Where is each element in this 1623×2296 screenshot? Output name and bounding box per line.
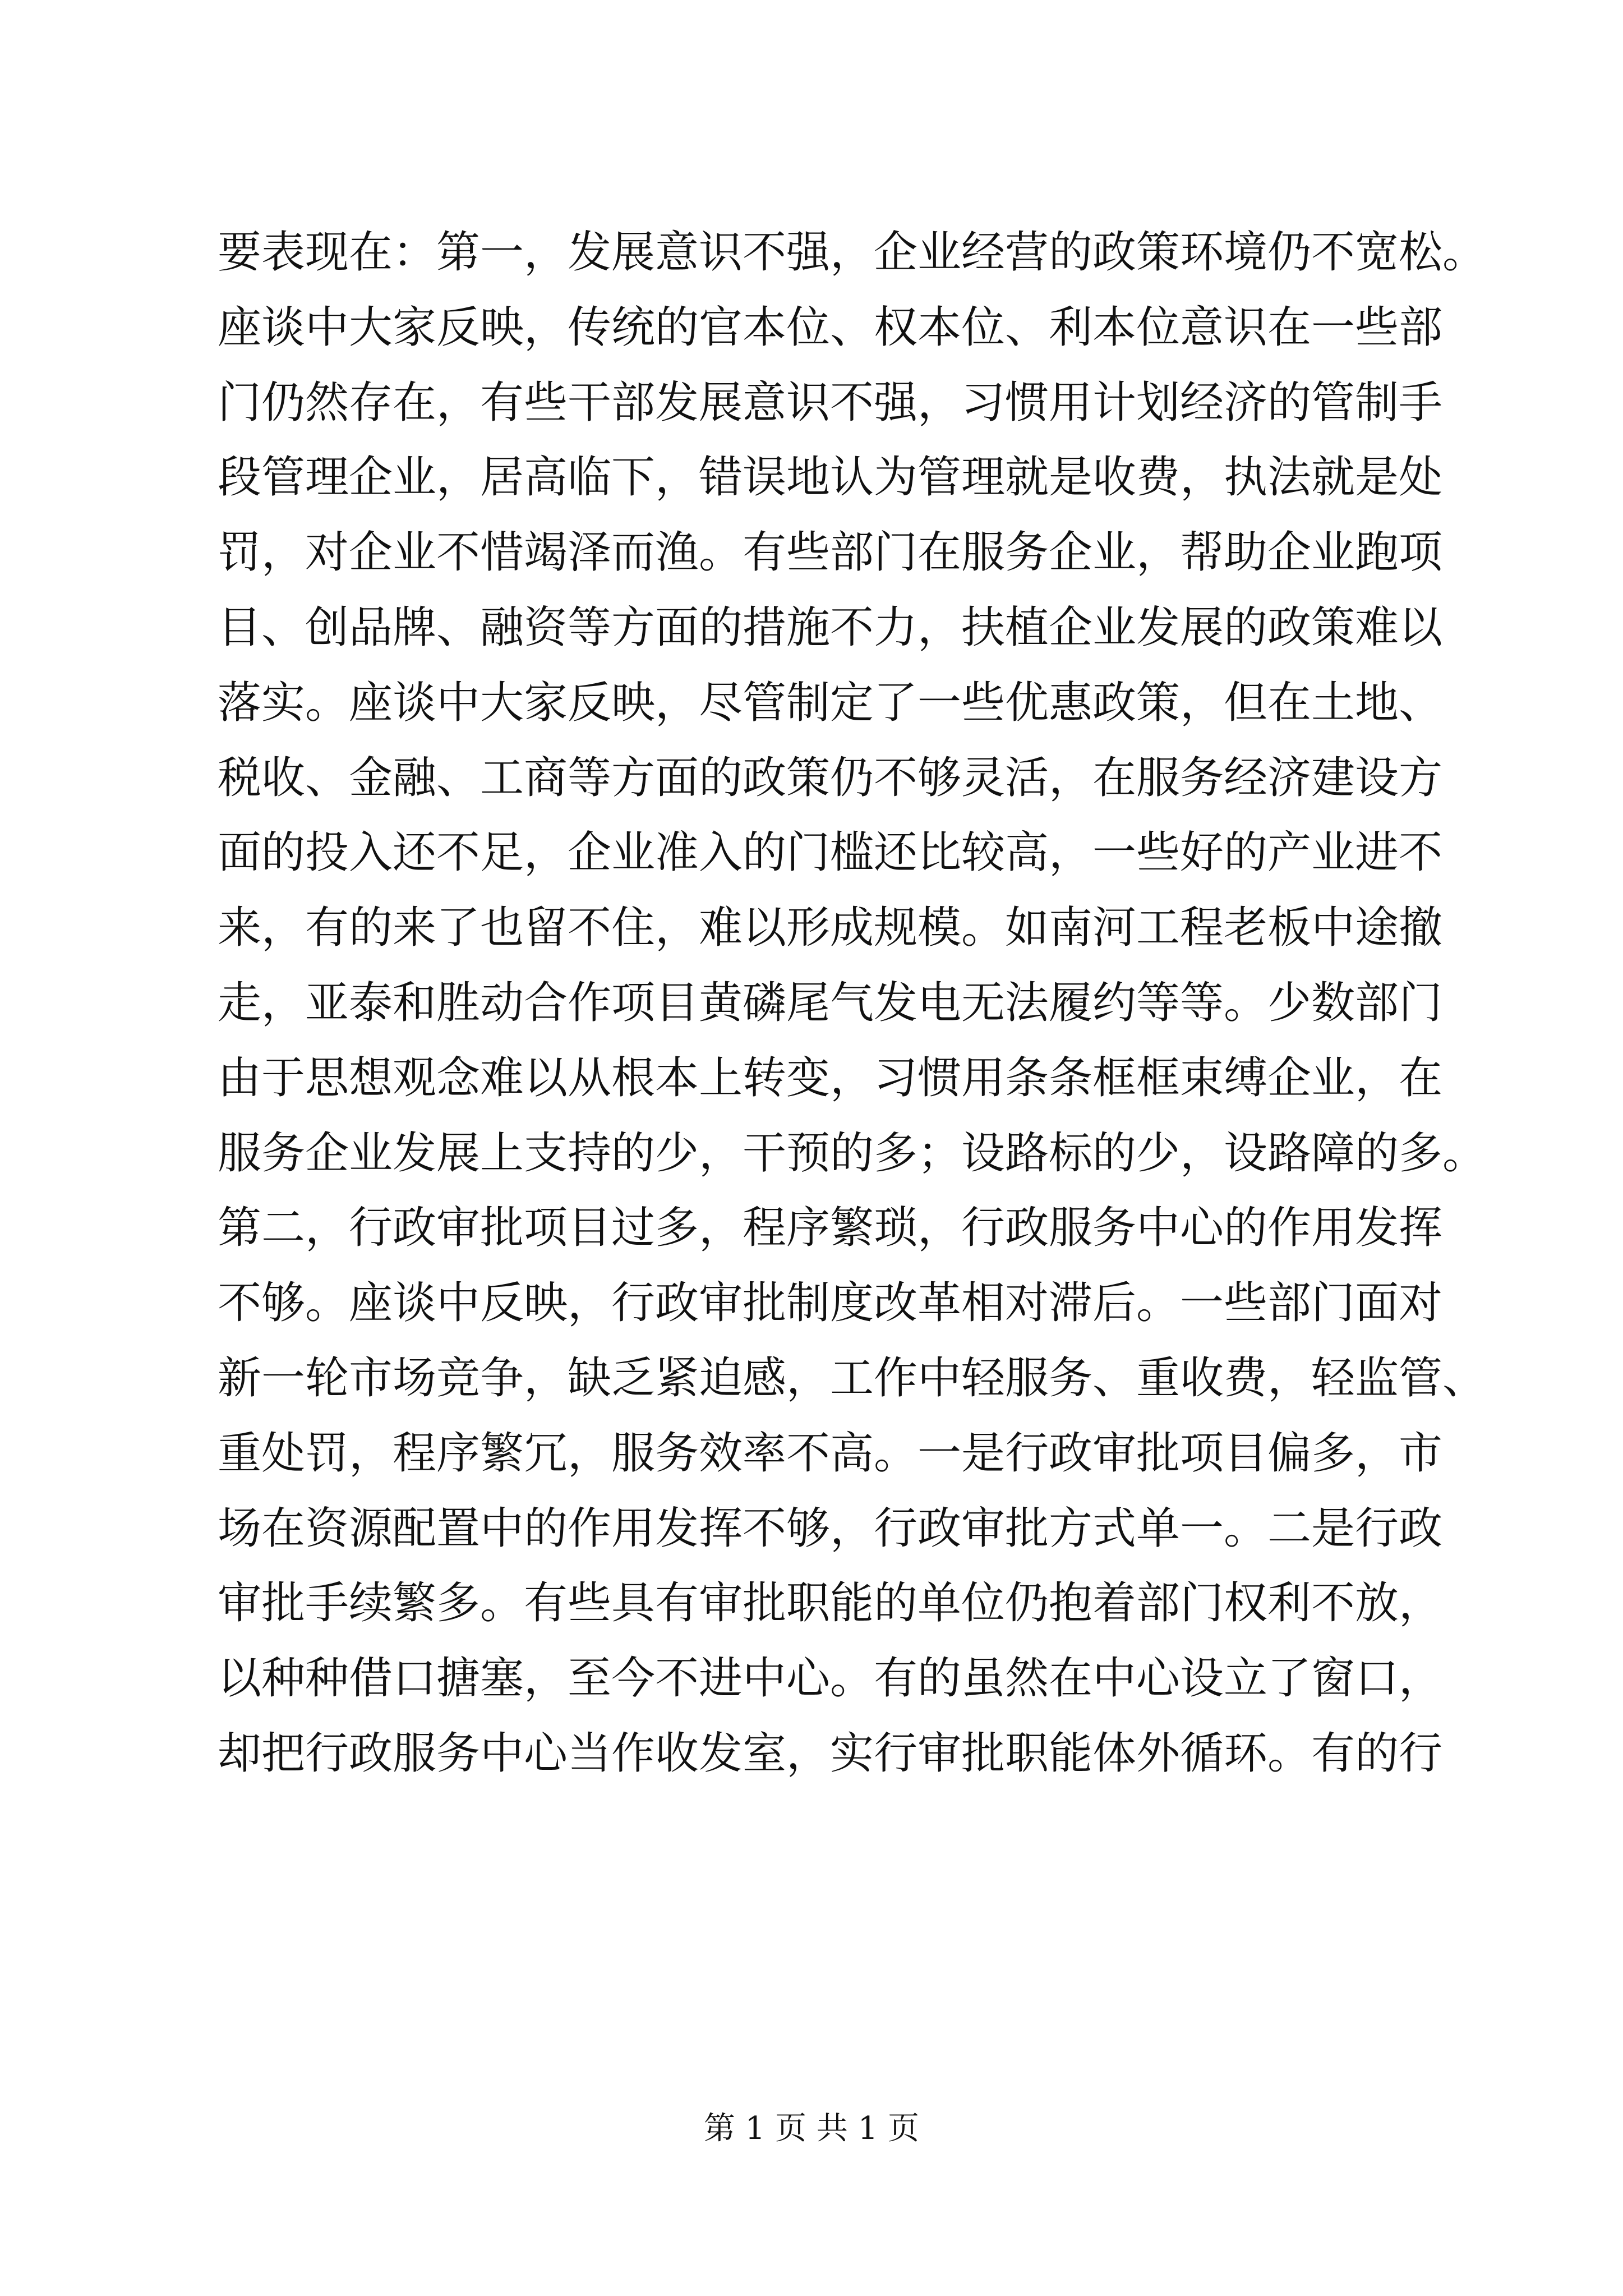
text-line: 门仍然存在，有些干部发展意识不强，习惯用计划经济的管制手: [218, 377, 1443, 428]
text-line: 罚，对企业不惜竭泽而渔。有些部门在服务企业，帮助企业跑项: [218, 527, 1443, 578]
text-line: 由于思想观念难以从根本上转变，习惯用条条框框束缚企业，在: [218, 1052, 1443, 1103]
text-line: 段管理企业，居高临下，错误地认为管理就是收费，执法就是处: [218, 452, 1443, 503]
text-line: 重处罚，程序繁冗，服务效率不高。一是行政审批项目偏多，市: [218, 1428, 1443, 1479]
text-line: 目、创品牌、融资等方面的措施不力，扶植企业发展的政策难以: [218, 602, 1443, 653]
text-line: 面的投入还不足，企业准入的门槛还比较高，一些好的产业进不: [218, 827, 1443, 878]
text-line: 场在资源配置中的作用发挥不够，行政审批方式单一。二是行政: [218, 1503, 1443, 1554]
text-line: 审批手续繁多。有些具有审批职能的单位仍抱着部门权利不放，: [218, 1578, 1443, 1629]
page-footer: 第 1 页 共 1 页: [703, 2110, 920, 2147]
text-line: 不够。座谈中反映，行政审批制度改革相对滞后。一些部门面对: [218, 1278, 1443, 1329]
text-line: 要表现在：第一，发展意识不强，企业经营的政策环境仍不宽松。: [218, 227, 1487, 278]
text-line: 落实。座谈中大家反映，尽管制定了一些优惠政策，但在土地、: [218, 677, 1443, 728]
text-line: 走，亚泰和胜动合作项目黄磷尾气发电无法履约等等。少数部门: [218, 977, 1443, 1028]
text-line: 来，有的来了也留不住，难以形成规模。如南河工程老板中途撤: [218, 903, 1443, 954]
text-line: 第二，行政审批项目过多，程序繁琐，行政服务中心的作用发挥: [218, 1203, 1443, 1254]
text-line: 税收、金融、工商等方面的政策仍不够灵活，在服务经济建设方: [218, 752, 1443, 803]
text-line: 座谈中大家反映，传统的官本位、权本位、利本位意识在一些部: [218, 302, 1443, 353]
text-line: 却把行政服务中心当作收发室，实行审批职能体外循环。有的行: [218, 1728, 1443, 1779]
text-line: 新一轮市场竞争，缺乏紧迫感，工作中轻服务、重收费，轻监管、: [218, 1352, 1487, 1404]
body-text: [218, 215, 1487, 1792]
text-line: 服务企业发展上支持的少，干预的多；设路标的少，设路障的多。: [218, 1128, 1487, 1179]
text-line: 以种种借口搪塞，至今不进中心。有的虽然在中心设立了窗口，: [218, 1653, 1443, 1704]
